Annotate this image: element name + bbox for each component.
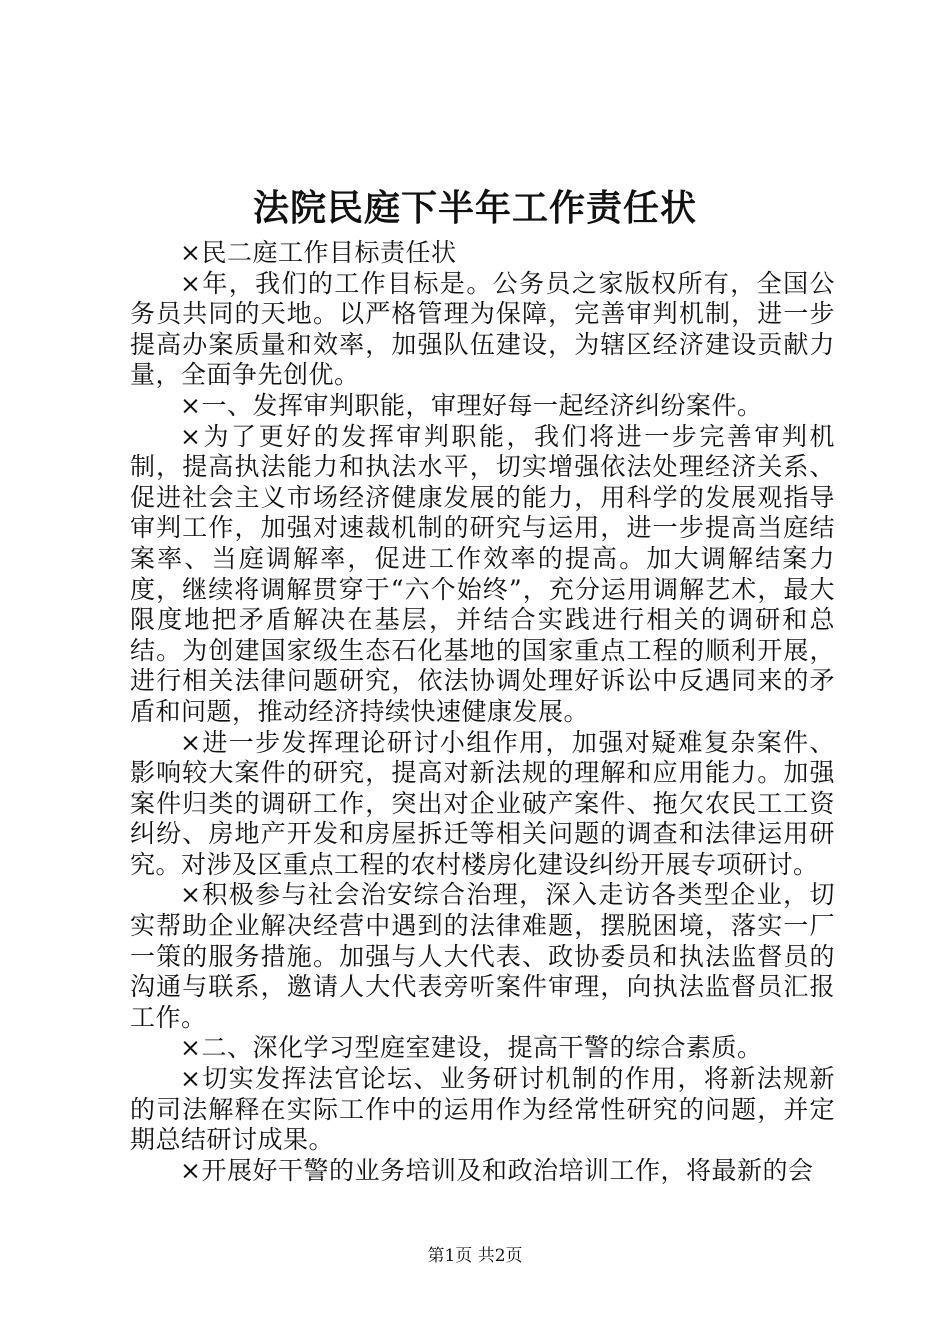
paragraph: ×开展好干警的业务培训及和政治培训工作，将最新的会 xyxy=(180,1155,814,1185)
paragraph: ×为了更好的发挥审判职能，我们将进一步完善审判机制，提高执法能力和执法水平，切实增强依法处理经济关系、促进社会主义市场经济健康发展的能力，用科学的发展观指导审判工作，加强对速裁机制的研究与运用，进一步提高当庭结案率、当庭调解率，促进工作效率的提高。加大调解结案力度，继续将调解贯穿于“六个始终”，充分运用调解艺术，最大限度地把矛盾解决在基层，并结合实践进行相关的调研和总结。为创建国家级生态石化基地的国家重点工程的顺利开展，进行相关法律问题研究，依法协调处理好诉讼中反遇同来的矛盾和问题，推动经济持续快速健康发展。 xyxy=(130,421,835,726)
paragraph: ×积极参与社会治安综合治理，深入走访各类型企业，切实帮助企业解决经营中遇到的法律难题，摆脱困境，落实一厂一策的服务措施。加强与人大代表、政协委员和执法监督员的沟通与联系，邀请人大代表旁听案件审理，向执法监督员汇报工作。 xyxy=(130,880,835,1032)
paragraph: ×一、发挥审判职能，审理好每一起经济纠纷案件。 xyxy=(180,390,763,420)
paragraph: ×年，我们的工作目标是。公务员之家版权所有，全国公务员共同的天地。以严格管理为保障，完善审判机制，进一步提高办案质量和效率，加强队伍建设，为辖区经济建设贡献力量，全面争先创优。 xyxy=(130,268,835,390)
paragraph: ×切实发挥法官论坛、业务研讨机制的作用，将新法规新的司法解释在实际工作中的运用作为经常性研究的问题，并定期总结研讨成果。 xyxy=(130,1064,835,1155)
page-number-footer: 第1页 共2页 xyxy=(427,1246,523,1266)
paragraph: ×二、深化学习型庭室建设，提高干警的综合素质。 xyxy=(180,1033,763,1063)
document-body xyxy=(130,238,835,1186)
paragraph: ×进一步发挥理论研讨小组作用，加强对疑难复杂案件、影响较大案件的研究，提高对新法规的理解和应用能力。加强案件归类的调研工作，突出对企业破产案件、拖欠农民工工资纠纷、房地产开发和房屋拆迁等相关问题的调查和法律运用研究。对涉及区重点工程的农村楼房化建设纠纷开展专项研讨。 xyxy=(130,727,835,879)
paragraph: ×民二庭工作目标责任状 xyxy=(180,238,457,267)
document-title: 法院民庭下半年工作责任状 xyxy=(252,187,697,229)
